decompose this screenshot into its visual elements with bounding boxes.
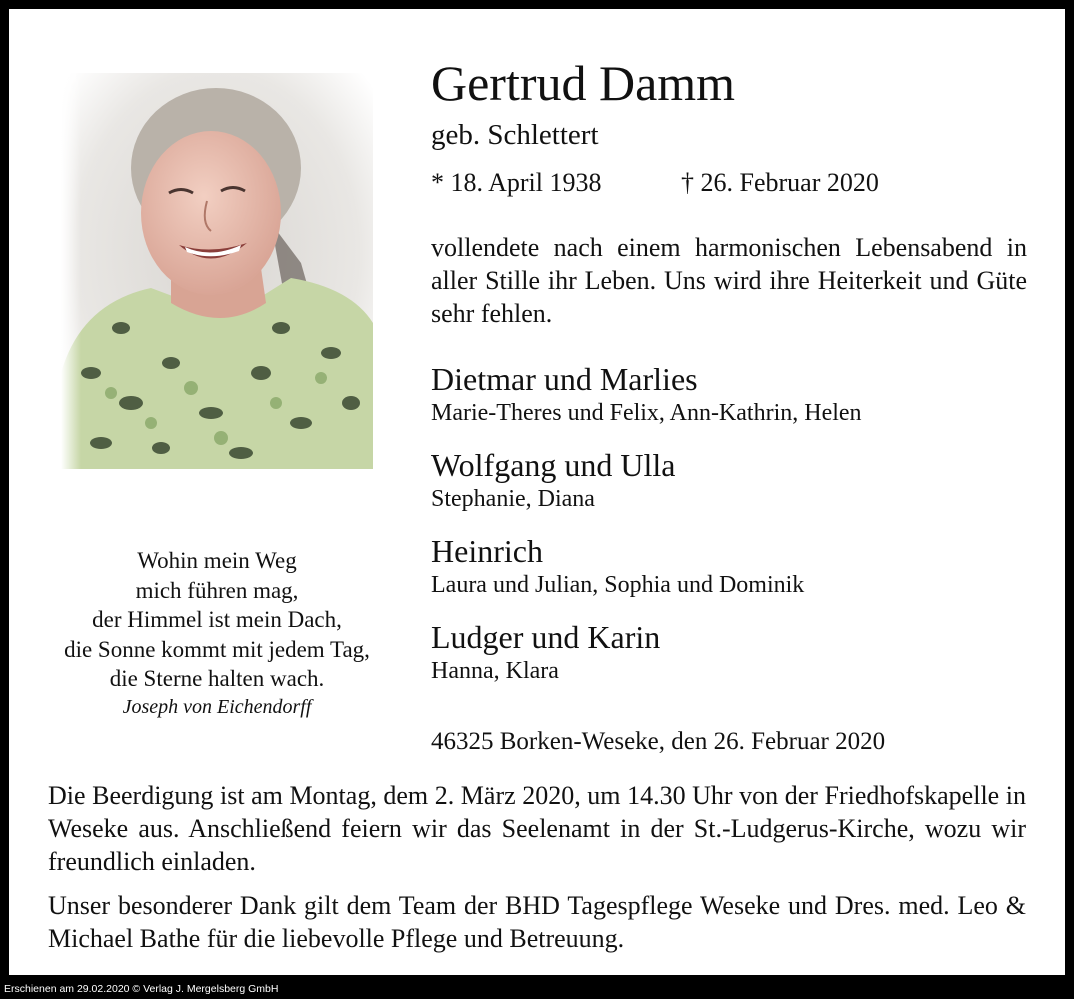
intro-text: vollendete nach einem harmonischen Lebensabend in aller Stille ihr Leben. Uns wird ihre Heiterkeit und Güte sehr fehlen. xyxy=(431,233,1027,328)
family-children: Stephanie, Diana xyxy=(431,486,595,512)
place-date: 46325 Borken-Weseke, den 26. Februar 2020 xyxy=(431,728,886,755)
poem-line: die Sonne kommt mit jedem Tag, xyxy=(64,636,370,662)
poem-line: Wohin mein Weg xyxy=(137,548,297,573)
portrait-photo xyxy=(61,73,373,469)
poem-line: der Himmel ist mein Dach, xyxy=(92,607,342,632)
funeral-text: Die Beerdigung ist am Montag, dem 2. März 2020, um 14.30 Uhr von der Friedhofskapelle in Weseke aus. Anschließend feiern wir das Seelenamt in der St.-Ludgerus-Kirche, wozu wir freundlich einladen. xyxy=(48,781,1026,876)
poem-author: Joseph von Eichendorff xyxy=(122,696,312,718)
obituary-notice xyxy=(9,9,1065,975)
family-children: Marie-Theres und Felix, Ann-Kathrin, Helen xyxy=(431,400,862,426)
family-children: Hanna, Klara xyxy=(431,658,559,684)
poem-line: mich führen mag, xyxy=(135,577,299,603)
birth-date: * 18. April 1938 xyxy=(431,168,602,197)
family-name: Wolfgang und Ulla xyxy=(431,447,676,483)
family-name: Ludger und Karin xyxy=(431,619,661,655)
thanks-text: Unser besonderer Dank gilt dem Team der BHD Tagespflege Weseke und Dres. med. Leo & Michael Bathe für die liebevolle Pflege und Betreuung. xyxy=(48,891,1026,953)
family-name: Heinrich xyxy=(431,533,543,569)
family-name: Dietmar und Marlies xyxy=(431,361,698,397)
birth-name: geb. Schlettert xyxy=(431,119,599,151)
publication-footer: Erschienen am 29.02.2020 © Verlag J. Mergelsberg GmbH xyxy=(4,983,279,995)
deceased-name: Gertrud Damm xyxy=(431,55,736,111)
poem-line: die Sterne halten wach. xyxy=(109,666,325,691)
poem xyxy=(31,546,403,694)
family-children: Laura und Julian, Sophia und Dominik xyxy=(431,572,805,598)
death-date: † 26. Februar 2020 xyxy=(681,168,879,197)
